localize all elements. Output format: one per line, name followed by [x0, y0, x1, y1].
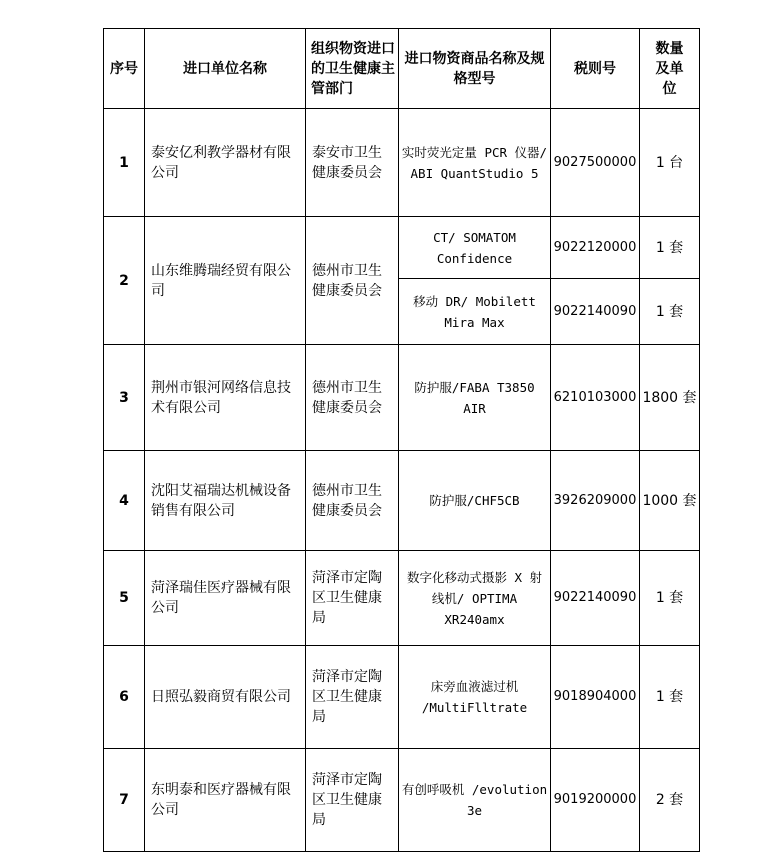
unit-cell: 沈阳艾福瑞达机械设备销售有限公司	[145, 451, 306, 551]
dept-cell: 德州市卫生健康委员会	[306, 217, 399, 345]
seq-cell: 7	[104, 749, 145, 852]
unit-cell: 菏泽瑞佳医疗器械有限公司	[145, 551, 306, 646]
tariff-cell: 6210103000	[551, 345, 640, 451]
unit-cell: 东明泰和医疗器械有限公司	[145, 749, 306, 852]
table-row	[104, 551, 700, 646]
dept-cell: 菏泽市定陶区卫生健康局	[306, 749, 399, 852]
dept-cell: 菏泽市定陶区卫生健康局	[306, 646, 399, 749]
header-unit: 进口单位名称	[145, 29, 306, 109]
header-product: 进口物资商品名称及规格型号	[399, 29, 551, 109]
product-cell: CT/ SOMATOM Confidence	[399, 217, 551, 279]
qty-cell: 1000 套	[640, 451, 700, 551]
product-cell: 实时荧光定量 PCR 仪器/ ABI QuantStudio 5	[399, 109, 551, 217]
seq-cell: 5	[104, 551, 145, 646]
dept-cell: 菏泽市定陶区卫生健康局	[306, 551, 399, 646]
tariff-cell: 3926209000	[551, 451, 640, 551]
table-row	[104, 646, 700, 749]
header-seq: 序号	[104, 29, 145, 109]
import-materials-table	[103, 28, 700, 852]
tariff-cell: 9022120000	[551, 217, 640, 279]
qty-cell: 1 套	[640, 279, 700, 345]
product-cell: 数字化移动式摄影 X 射线机/ OPTIMA XR240amx	[399, 551, 551, 646]
tariff-cell: 9019200000	[551, 749, 640, 852]
tariff-cell: 9018904000	[551, 646, 640, 749]
header-dept: 组织物资进口的卫生健康主管部门	[306, 29, 399, 109]
product-cell: 床旁血液滤过机 /MultiFlltrate	[399, 646, 551, 749]
header-qty: 数量及单位	[640, 29, 700, 109]
dept-cell: 泰安市卫生健康委员会	[306, 109, 399, 217]
tariff-cell: 9022140090	[551, 279, 640, 345]
header-row	[104, 29, 700, 109]
unit-cell: 泰安亿利教学器材有限公司	[145, 109, 306, 217]
dept-cell: 德州市卫生健康委员会	[306, 345, 399, 451]
qty-cell: 1 台	[640, 109, 700, 217]
unit-cell: 日照弘毅商贸有限公司	[145, 646, 306, 749]
header-tariff: 税则号	[551, 29, 640, 109]
qty-cell: 1 套	[640, 217, 700, 279]
seq-cell: 1	[104, 109, 145, 217]
table-row	[104, 217, 700, 279]
qty-cell: 1 套	[640, 551, 700, 646]
tariff-cell: 9027500000	[551, 109, 640, 217]
seq-cell: 6	[104, 646, 145, 749]
table-row	[104, 451, 700, 551]
table-row	[104, 345, 700, 451]
product-cell: 有创呼吸机 /evolution 3e	[399, 749, 551, 852]
qty-cell: 1 套	[640, 646, 700, 749]
product-cell: 移动 DR/ Mobilett Mira Max	[399, 279, 551, 345]
table-row	[104, 749, 700, 852]
qty-cell: 1800 套	[640, 345, 700, 451]
seq-cell: 3	[104, 345, 145, 451]
dept-cell: 德州市卫生健康委员会	[306, 451, 399, 551]
product-cell: 防护服/FABA T3850 AIR	[399, 345, 551, 451]
unit-cell: 荆州市银河网络信息技术有限公司	[145, 345, 306, 451]
qty-cell: 2 套	[640, 749, 700, 852]
table-row	[104, 109, 700, 217]
seq-cell: 4	[104, 451, 145, 551]
product-cell: 防护服/CHF5CB	[399, 451, 551, 551]
tariff-cell: 9022140090	[551, 551, 640, 646]
unit-cell: 山东维腾瑞经贸有限公司	[145, 217, 306, 345]
seq-cell: 2	[104, 217, 145, 345]
